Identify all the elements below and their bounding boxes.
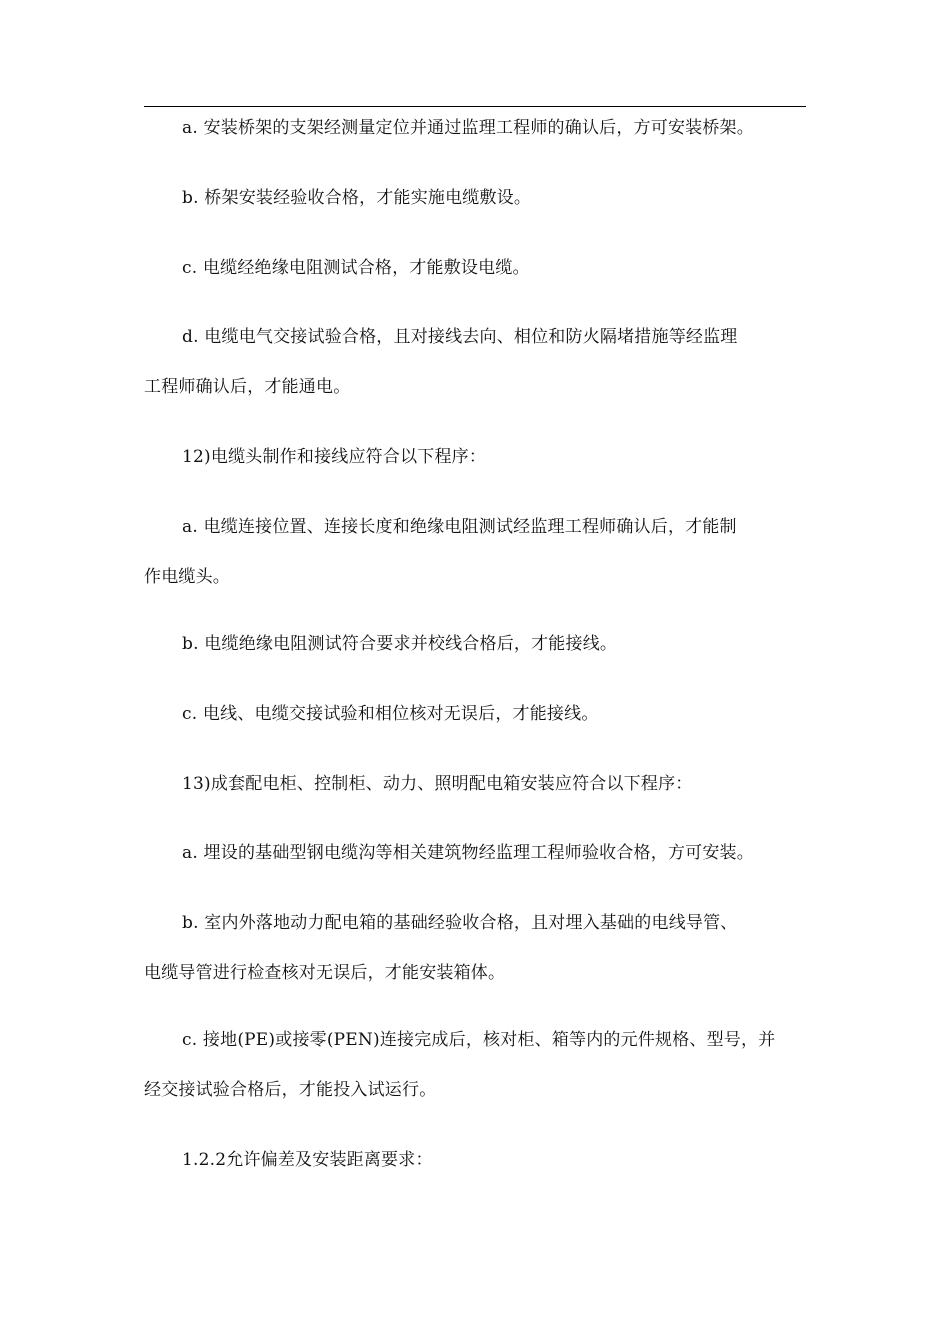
text-line: 作电缆头。: [144, 567, 230, 587]
text-line: a. 电缆连接位置、连接长度和绝缘电阻测试经监理工程师确认后，才能制: [182, 517, 737, 537]
text-line: 13)成套配电柜、控制柜、动力、照明配电箱安装应符合以下程序：: [182, 774, 693, 794]
text-line: 经交接试验合格后，才能投入试运行。: [144, 1080, 437, 1100]
text-line: 工程师确认后，才能通电。: [144, 377, 351, 397]
text-line: c. 电线、电缆交接试验和相位核对无误后，才能接线。: [182, 704, 599, 724]
text-line: 12)电缆头制作和接线应符合以下程序：: [182, 447, 487, 467]
text-line: b. 桥架安装经验收合格，才能实施电缆敷设。: [182, 188, 532, 208]
text-line: 电缆导管进行检查核对无误后，才能安装箱体。: [144, 963, 506, 983]
header-rule: [144, 106, 806, 107]
text-line: b. 室内外落地动力配电箱的基础经验收合格，且对埋入基础的电线导管、: [182, 913, 738, 933]
text-line: c. 接地(PE)或接零(PEN)连接完成后，核对柜、箱等内的元件规格、型号，并: [182, 1030, 776, 1050]
text-line: a. 安装桥架的支架经测量定位并通过监理工程师的确认后，方可安装桥架。: [182, 118, 754, 138]
text-line: d. 电缆电气交接试验合格，且对接线去向、相位和防火隔堵措施等经监理: [182, 327, 738, 347]
text-line: a. 埋设的基础型钢电缆沟等相关建筑物经监理工程师验收合格，方可安装。: [182, 843, 754, 863]
text-line: b. 电缆绝缘电阻测试符合要求并校线合格后，才能接线。: [182, 634, 618, 654]
section-heading: 1.2.2允许偏差及安装距离要求：: [182, 1150, 433, 1170]
text-line: c. 电缆经绝缘电阻测试合格，才能敷设电缆。: [182, 258, 530, 278]
